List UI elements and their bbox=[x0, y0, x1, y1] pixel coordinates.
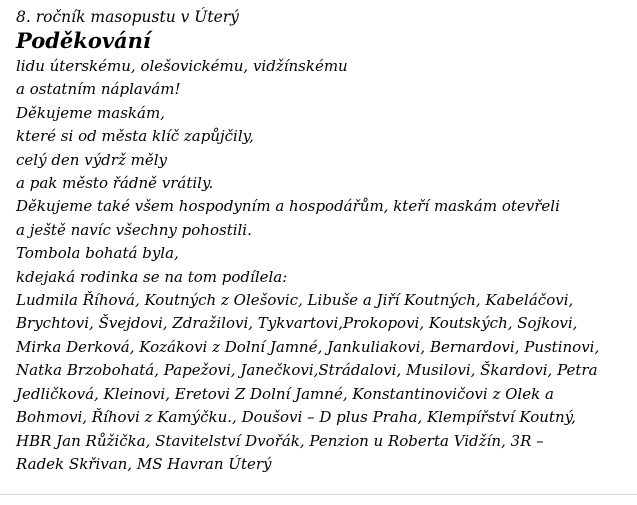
text-line: Ludmila Říhová, Koutných z Olešovic, Libuše a Jiří Koutných, Kabeláčovi, bbox=[16, 291, 574, 310]
text-line: HBR Jan Růžička, Stavitelství Dvořák, Penzion u Roberta Vidžín, 3R – bbox=[16, 431, 544, 450]
text-line: které si od města klíč zapůjčily, bbox=[16, 127, 254, 146]
text-line: a pak město řádně vrátily. bbox=[16, 174, 214, 193]
text-lines bbox=[16, 55, 634, 476]
text-line: celý den výdrž měly bbox=[16, 150, 167, 169]
text-line: Natka Brzobohatá, Papežovi, Janečkovi,Strádalovi, Musilovi, Škardovi, Petra bbox=[16, 361, 598, 380]
text-line: Bohmovi, Říhovi z Kamýčku., Doušovi – D plus Praha, Klempířství Koutný, bbox=[16, 408, 576, 427]
text-line: Radek Skřivan, MS Havran Úterý bbox=[16, 454, 272, 473]
text-line: a ostatním náplavám! bbox=[16, 80, 181, 99]
bottom-divider bbox=[0, 494, 637, 495]
text-line: Jedličková, Kleinovi, Eretovi Z Dolní Jamné, Konstantinovičovi z Olek a bbox=[16, 384, 554, 403]
text-line: Děkujeme maskám, bbox=[16, 103, 165, 122]
event-subtitle: 8. ročník masopustu v Úterý bbox=[16, 8, 239, 26]
text-line: a ještě navíc všechny pohostili. bbox=[16, 220, 252, 239]
page-title: Poděkování bbox=[16, 28, 151, 53]
text-line: Mirka Derková, Kozákovi z Dolní Jamné, Jankuliakovi, Bernardovi, Pustinovi, bbox=[16, 337, 600, 356]
text-line: Děkujeme také všem hospodyním a hospodářům, kteří maskám otevřeli bbox=[16, 197, 560, 216]
text-line: lidu úterskému, olešovickému, vidžínskému bbox=[16, 57, 348, 75]
text-line: kdejaká rodinka se na tom podílela: bbox=[16, 267, 288, 286]
document-body bbox=[16, 8, 634, 476]
text-line: Brychtovi, Švejdovi, Zdražilovi, Tykvartovi,Prokopovi, Koutských, Sojkovi, bbox=[16, 314, 578, 333]
text-line: Tombola bohatá byla, bbox=[16, 244, 179, 263]
